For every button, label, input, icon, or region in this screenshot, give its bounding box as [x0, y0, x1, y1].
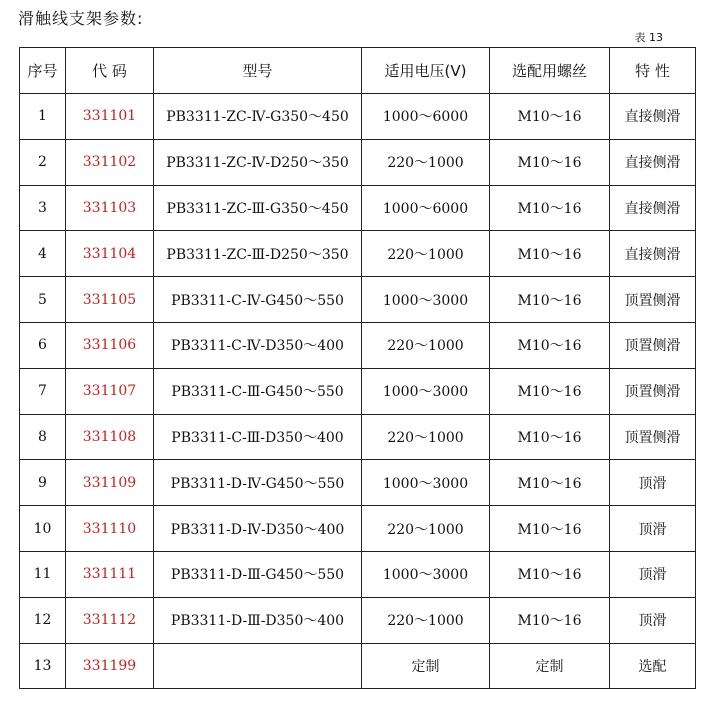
cell-voltage: 1000～3000	[362, 277, 490, 323]
cell-screw: M10～16	[490, 551, 610, 597]
cell-model: PB3311-ZC-Ⅲ-G350～450	[154, 185, 362, 231]
cell-feature: 顶滑	[610, 551, 696, 597]
cell-model: PB3311-D-Ⅳ-G450～550	[154, 460, 362, 506]
table-row	[20, 414, 696, 460]
cell-code: 331199	[66, 643, 154, 689]
cell-model: PB3311-C-Ⅲ-G450～550	[154, 368, 362, 414]
cell-voltage: 220～1000	[362, 597, 490, 643]
cell-feature: 顶滑	[610, 506, 696, 552]
cell-voltage: 1000～6000	[362, 94, 490, 140]
header-screw: 选配用螺丝	[490, 48, 610, 94]
header-code: 代 码	[66, 48, 154, 94]
cell-code: 331104	[66, 231, 154, 277]
cell-model: PB3311-ZC-Ⅳ-G350～450	[154, 94, 362, 140]
cell-index: 10	[20, 506, 66, 552]
table-row	[20, 139, 696, 185]
cell-code: 331102	[66, 139, 154, 185]
cell-feature: 直接侧滑	[610, 139, 696, 185]
cell-screw: M10～16	[490, 139, 610, 185]
cell-code: 331111	[66, 551, 154, 597]
cell-screw: M10～16	[490, 277, 610, 323]
cell-index: 4	[20, 231, 66, 277]
cell-feature: 顶置侧滑	[610, 368, 696, 414]
cell-code: 331112	[66, 597, 154, 643]
cell-code: 331105	[66, 277, 154, 323]
cell-voltage: 1000～3000	[362, 368, 490, 414]
table-number: 表 13	[634, 31, 663, 44]
cell-feature: 顶滑	[610, 597, 696, 643]
table-row	[20, 551, 696, 597]
table-body	[20, 94, 696, 689]
table-row	[20, 506, 696, 552]
cell-model: PB3311-ZC-Ⅳ-D250～350	[154, 139, 362, 185]
cell-feature: 选配	[610, 643, 696, 689]
cell-screw: M10～16	[490, 94, 610, 140]
cell-index: 2	[20, 139, 66, 185]
cell-index: 11	[20, 551, 66, 597]
table-header	[20, 48, 696, 94]
cell-index: 8	[20, 414, 66, 460]
cell-code: 331101	[66, 94, 154, 140]
cell-screw: 定制	[490, 643, 610, 689]
table-row	[20, 231, 696, 277]
cell-voltage: 220～1000	[362, 506, 490, 552]
cell-voltage: 220～1000	[362, 322, 490, 368]
cell-voltage: 220～1000	[362, 231, 490, 277]
table-row	[20, 368, 696, 414]
header-model: 型号	[154, 48, 362, 94]
cell-model: PB3311-C-Ⅳ-G450～550	[154, 277, 362, 323]
cell-voltage: 220～1000	[362, 414, 490, 460]
cell-feature: 顶置侧滑	[610, 277, 696, 323]
table-row	[20, 185, 696, 231]
cell-index: 12	[20, 597, 66, 643]
cell-index: 1	[20, 94, 66, 140]
table-row	[20, 460, 696, 506]
cell-feature: 直接侧滑	[610, 94, 696, 140]
cell-code: 331108	[66, 414, 154, 460]
cell-voltage: 1000～3000	[362, 551, 490, 597]
cell-index: 7	[20, 368, 66, 414]
cell-screw: M10～16	[490, 597, 610, 643]
table-row	[20, 322, 696, 368]
cell-voltage: 220～1000	[362, 139, 490, 185]
header-voltage: 适用电压(V)	[362, 48, 490, 94]
header-row	[20, 48, 696, 94]
cell-feature: 顶置侧滑	[610, 414, 696, 460]
cell-index: 9	[20, 460, 66, 506]
cell-index: 3	[20, 185, 66, 231]
cell-index: 13	[20, 643, 66, 689]
cell-screw: M10～16	[490, 506, 610, 552]
header-index: 序号	[20, 48, 66, 94]
table-row	[20, 94, 696, 140]
cell-model: PB3311-D-Ⅳ-D350～400	[154, 506, 362, 552]
cell-screw: M10～16	[490, 460, 610, 506]
cell-feature: 直接侧滑	[610, 185, 696, 231]
cell-model: PB3311-C-Ⅲ-D350～400	[154, 414, 362, 460]
table-row	[20, 643, 696, 689]
cell-feature: 顶置侧滑	[610, 322, 696, 368]
cell-screw: M10～16	[490, 368, 610, 414]
table-row	[20, 597, 696, 643]
cell-index: 5	[20, 277, 66, 323]
cell-model	[154, 643, 362, 689]
cell-screw: M10～16	[490, 185, 610, 231]
cell-screw: M10～16	[490, 414, 610, 460]
cell-feature: 顶滑	[610, 460, 696, 506]
cell-screw: M10～16	[490, 322, 610, 368]
cell-code: 331110	[66, 506, 154, 552]
cell-model: PB3311-D-Ⅲ-G450～550	[154, 551, 362, 597]
cell-model: PB3311-C-Ⅳ-D350～400	[154, 322, 362, 368]
cell-screw: M10～16	[490, 231, 610, 277]
table-row	[20, 277, 696, 323]
cell-model: PB3311-D-Ⅲ-D350～400	[154, 597, 362, 643]
cell-voltage: 1000～3000	[362, 460, 490, 506]
cell-feature: 直接侧滑	[610, 231, 696, 277]
cell-model: PB3311-ZC-Ⅲ-D250～350	[154, 231, 362, 277]
page-title: 滑触线支架参数:	[18, 9, 144, 28]
cell-index: 6	[20, 322, 66, 368]
cell-code: 331106	[66, 322, 154, 368]
cell-code: 331107	[66, 368, 154, 414]
cell-code: 331109	[66, 460, 154, 506]
header-feature: 特 性	[610, 48, 696, 94]
cell-code: 331103	[66, 185, 154, 231]
cell-voltage: 1000～6000	[362, 185, 490, 231]
spec-table	[19, 47, 696, 689]
cell-voltage: 定制	[362, 643, 490, 689]
